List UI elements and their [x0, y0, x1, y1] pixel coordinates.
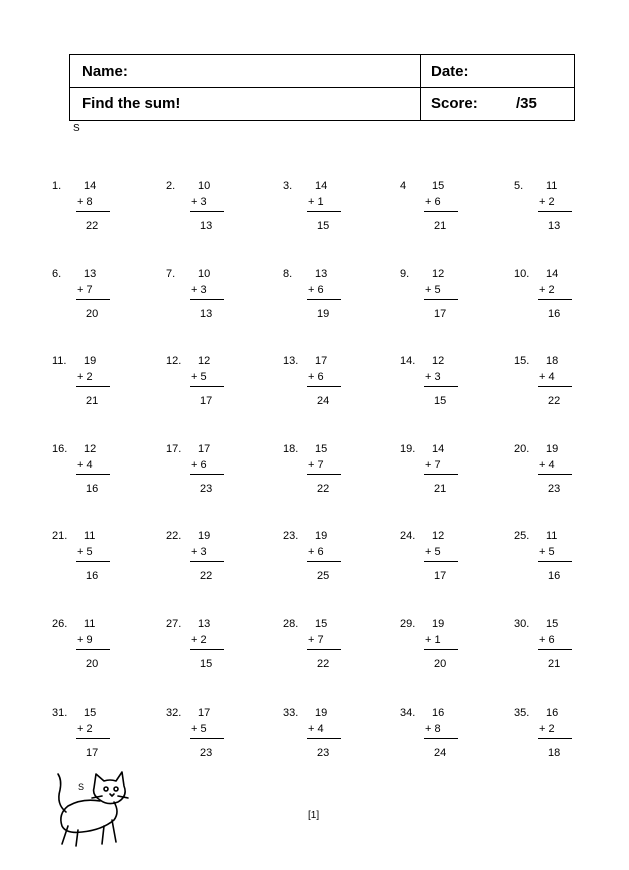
addend-top: 14: [84, 180, 97, 192]
addend-top: 12: [432, 355, 445, 367]
addend-top: 16: [432, 707, 445, 719]
problem-number: 16.: [52, 443, 68, 455]
addend-top: 19: [546, 443, 559, 455]
addend-top: 11: [84, 618, 96, 630]
answer: 20: [86, 658, 99, 670]
addend-top: 15: [315, 618, 328, 630]
answer-line: [424, 299, 458, 300]
problem-number: 28.: [283, 618, 299, 630]
addend-bottom: + 9: [77, 634, 93, 646]
problem-number: 13.: [283, 355, 299, 367]
addend-bottom: + 3: [191, 284, 207, 296]
answer-line: [76, 386, 110, 387]
problem-number: 34.: [400, 707, 416, 719]
problem-number: 19.: [400, 443, 416, 455]
answer-line: [190, 211, 224, 212]
name-label: Name:: [82, 63, 128, 80]
problem-9: [400, 268, 495, 338]
addend-top: 11: [84, 530, 96, 542]
date-label: Date:: [431, 63, 469, 80]
addend-bottom: + 2: [539, 196, 555, 208]
addend-top: 12: [432, 268, 445, 280]
addend-bottom: + 7: [77, 284, 93, 296]
addend-top: 13: [315, 268, 328, 280]
problem-2: [166, 180, 261, 250]
addend-top: 15: [546, 618, 559, 630]
problem-number: 29.: [400, 618, 416, 630]
answer: 16: [86, 483, 99, 495]
score-label: Score:: [431, 95, 478, 112]
addend-bottom: + 2: [77, 723, 93, 735]
addend-bottom: + 6: [539, 634, 555, 646]
problem-7: [166, 268, 261, 338]
answer: 18: [548, 747, 561, 759]
addend-bottom: + 7: [308, 634, 324, 646]
stray-mark: S: [73, 123, 80, 134]
addend-top: 14: [546, 268, 559, 280]
worksheet-title: Find the sum!: [82, 95, 181, 112]
addend-top: 10: [198, 268, 211, 280]
addend-bottom: + 5: [191, 371, 207, 383]
addend-bottom: + 8: [425, 723, 441, 735]
answer-line: [424, 474, 458, 475]
page-number: [1]: [308, 810, 320, 821]
problem-number: 1.: [52, 180, 62, 192]
answer: 22: [200, 570, 213, 582]
answer-line: [190, 386, 224, 387]
problem-23: [283, 530, 378, 600]
answer: 13: [200, 220, 213, 232]
problem-10: [514, 268, 609, 338]
answer-line: [307, 211, 341, 212]
problem-31: [52, 707, 147, 777]
problem-5: [514, 180, 609, 250]
addend-bottom: + 5: [191, 723, 207, 735]
addend-bottom: + 2: [77, 371, 93, 383]
answer-line: [538, 738, 572, 739]
answer-line: [190, 299, 224, 300]
score-total: /35: [516, 95, 537, 112]
problem-15: [514, 355, 609, 425]
problem-6: [52, 268, 147, 338]
addend-bottom: + 4: [77, 459, 93, 471]
addend-bottom: + 2: [539, 723, 555, 735]
answer: 23: [200, 483, 213, 495]
problem-number: 22.: [166, 530, 182, 542]
addend-top: 17: [315, 355, 328, 367]
problem-24: [400, 530, 495, 600]
problem-number: 9.: [400, 268, 410, 280]
answer-line: [538, 474, 572, 475]
answer: 16: [548, 308, 561, 320]
answer: 15: [434, 395, 447, 407]
problem-number: 6.: [52, 268, 62, 280]
addend-bottom: + 8: [77, 196, 93, 208]
answer-line: [190, 474, 224, 475]
problem-number: 31.: [52, 707, 68, 719]
answer: 22: [317, 658, 330, 670]
addend-bottom: + 6: [308, 371, 324, 383]
answer-line: [424, 561, 458, 562]
addend-top: 19: [432, 618, 445, 630]
addend-bottom: + 5: [425, 546, 441, 558]
addend-bottom: + 2: [191, 634, 207, 646]
problem-number: 14.: [400, 355, 416, 367]
answer: 17: [434, 570, 447, 582]
addend-top: 13: [84, 268, 97, 280]
addend-bottom: + 5: [425, 284, 441, 296]
addend-bottom: + 5: [539, 546, 555, 558]
answer-line: [538, 299, 572, 300]
addend-bottom: + 4: [539, 371, 555, 383]
answer: 24: [317, 395, 330, 407]
answer-line: [76, 561, 110, 562]
problem-number: 25.: [514, 530, 530, 542]
answer-line: [538, 561, 572, 562]
answer: 22: [86, 220, 99, 232]
problem-8: [283, 268, 378, 338]
answer-line: [307, 386, 341, 387]
cat-mark: S: [78, 782, 85, 792]
addend-bottom: + 2: [539, 284, 555, 296]
answer: 22: [317, 483, 330, 495]
problem-number: 32.: [166, 707, 182, 719]
addend-bottom: + 1: [308, 196, 324, 208]
problem-number: 30.: [514, 618, 530, 630]
problem-13: [283, 355, 378, 425]
answer: 17: [200, 395, 213, 407]
problem-number: 11.: [52, 355, 67, 367]
answer: 23: [548, 483, 561, 495]
problem-29: [400, 618, 495, 688]
answer-line: [307, 738, 341, 739]
answer: 16: [86, 570, 99, 582]
problem-11: [52, 355, 147, 425]
problem-number: 33.: [283, 707, 299, 719]
problem-21: [52, 530, 147, 600]
problem-4: [400, 180, 495, 250]
problem-27: [166, 618, 261, 688]
answer-line: [424, 649, 458, 650]
addend-top: 18: [546, 355, 559, 367]
cat-doodle-icon: [52, 768, 132, 848]
problem-28: [283, 618, 378, 688]
problem-3: [283, 180, 378, 250]
answer-line: [538, 649, 572, 650]
answer: 13: [548, 220, 561, 232]
answer-line: [307, 474, 341, 475]
answer-line: [424, 386, 458, 387]
problem-34: [400, 707, 495, 777]
answer-line: [190, 561, 224, 562]
addend-bottom: + 7: [425, 459, 441, 471]
answer: 13: [200, 308, 213, 320]
problem-18: [283, 443, 378, 513]
addend-top: 15: [84, 707, 97, 719]
addend-bottom: + 3: [425, 371, 441, 383]
addend-bottom: + 6: [308, 546, 324, 558]
problem-number: 35.: [514, 707, 530, 719]
problem-33: [283, 707, 378, 777]
answer-line: [76, 649, 110, 650]
answer-line: [424, 738, 458, 739]
answer: 25: [317, 570, 330, 582]
problem-25: [514, 530, 609, 600]
answer: 22: [548, 395, 561, 407]
answer-line: [307, 299, 341, 300]
addend-top: 19: [198, 530, 211, 542]
problem-number: 7.: [166, 268, 176, 280]
problem-number: 23.: [283, 530, 299, 542]
answer: 23: [200, 747, 213, 759]
problem-number: 21.: [52, 530, 68, 542]
header-box: [69, 54, 575, 121]
answer: 21: [434, 220, 447, 232]
addend-bottom: + 6: [425, 196, 441, 208]
answer-line: [538, 211, 572, 212]
addend-top: 11: [546, 530, 558, 542]
answer: 17: [86, 747, 99, 759]
problem-30: [514, 618, 609, 688]
addend-top: 15: [315, 443, 328, 455]
problem-number: 26.: [52, 618, 68, 630]
answer: 21: [548, 658, 561, 670]
answer: 20: [86, 308, 99, 320]
header-divider-horizontal: [70, 87, 574, 88]
problem-number: 10.: [514, 268, 530, 280]
addend-top: 19: [315, 530, 328, 542]
addend-bottom: + 3: [191, 546, 207, 558]
addend-top: 17: [198, 443, 211, 455]
answer-line: [307, 561, 341, 562]
answer: 15: [317, 220, 330, 232]
answer: 24: [434, 747, 447, 759]
answer-line: [424, 211, 458, 212]
answer-line: [190, 649, 224, 650]
answer: 19: [317, 308, 330, 320]
addend-bottom: + 1: [425, 634, 441, 646]
problem-number: 20.: [514, 443, 530, 455]
addend-bottom: + 6: [308, 284, 324, 296]
problem-number: 5.: [514, 180, 524, 192]
problem-17: [166, 443, 261, 513]
addend-bottom: + 4: [308, 723, 324, 735]
answer-line: [76, 474, 110, 475]
answer-line: [76, 299, 110, 300]
answer-line: [76, 738, 110, 739]
addend-top: 16: [546, 707, 559, 719]
problem-number: 12.: [166, 355, 182, 367]
answer: 15: [200, 658, 213, 670]
problem-32: [166, 707, 261, 777]
problem-14: [400, 355, 495, 425]
problem-20: [514, 443, 609, 513]
problem-number: 2.: [166, 180, 176, 192]
problem-number: 24.: [400, 530, 416, 542]
problem-35: [514, 707, 609, 777]
answer-line: [307, 649, 341, 650]
addend-bottom: + 5: [77, 546, 93, 558]
problem-26: [52, 618, 147, 688]
addend-top: 12: [432, 530, 445, 542]
problem-12: [166, 355, 261, 425]
addend-bottom: + 7: [308, 459, 324, 471]
problem-1: [52, 180, 147, 250]
answer: 21: [434, 483, 447, 495]
answer: 23: [317, 747, 330, 759]
problem-16: [52, 443, 147, 513]
problem-number: 18.: [283, 443, 299, 455]
addend-bottom: + 4: [539, 459, 555, 471]
addend-bottom: + 6: [191, 459, 207, 471]
addend-top: 12: [84, 443, 97, 455]
problem-number: 3.: [283, 180, 293, 192]
answer-line: [538, 386, 572, 387]
answer-line: [190, 738, 224, 739]
addend-top: 17: [198, 707, 211, 719]
problem-number: 4: [400, 180, 407, 192]
addend-top: 13: [198, 618, 211, 630]
problem-22: [166, 530, 261, 600]
addend-top: 14: [315, 180, 328, 192]
answer: 20: [434, 658, 447, 670]
problem-number: 17.: [166, 443, 182, 455]
addend-top: 12: [198, 355, 211, 367]
addend-top: 19: [315, 707, 328, 719]
problem-19: [400, 443, 495, 513]
addend-top: 14: [432, 443, 445, 455]
addend-top: 10: [198, 180, 211, 192]
answer: 17: [434, 308, 447, 320]
problem-number: 15.: [514, 355, 530, 367]
problem-number: 8.: [283, 268, 293, 280]
addend-top: 15: [432, 180, 445, 192]
answer: 16: [548, 570, 561, 582]
problem-number: 27.: [166, 618, 182, 630]
addend-bottom: + 3: [191, 196, 207, 208]
addend-top: 11: [546, 180, 558, 192]
answer: 21: [86, 395, 99, 407]
answer-line: [76, 211, 110, 212]
addend-top: 19: [84, 355, 97, 367]
